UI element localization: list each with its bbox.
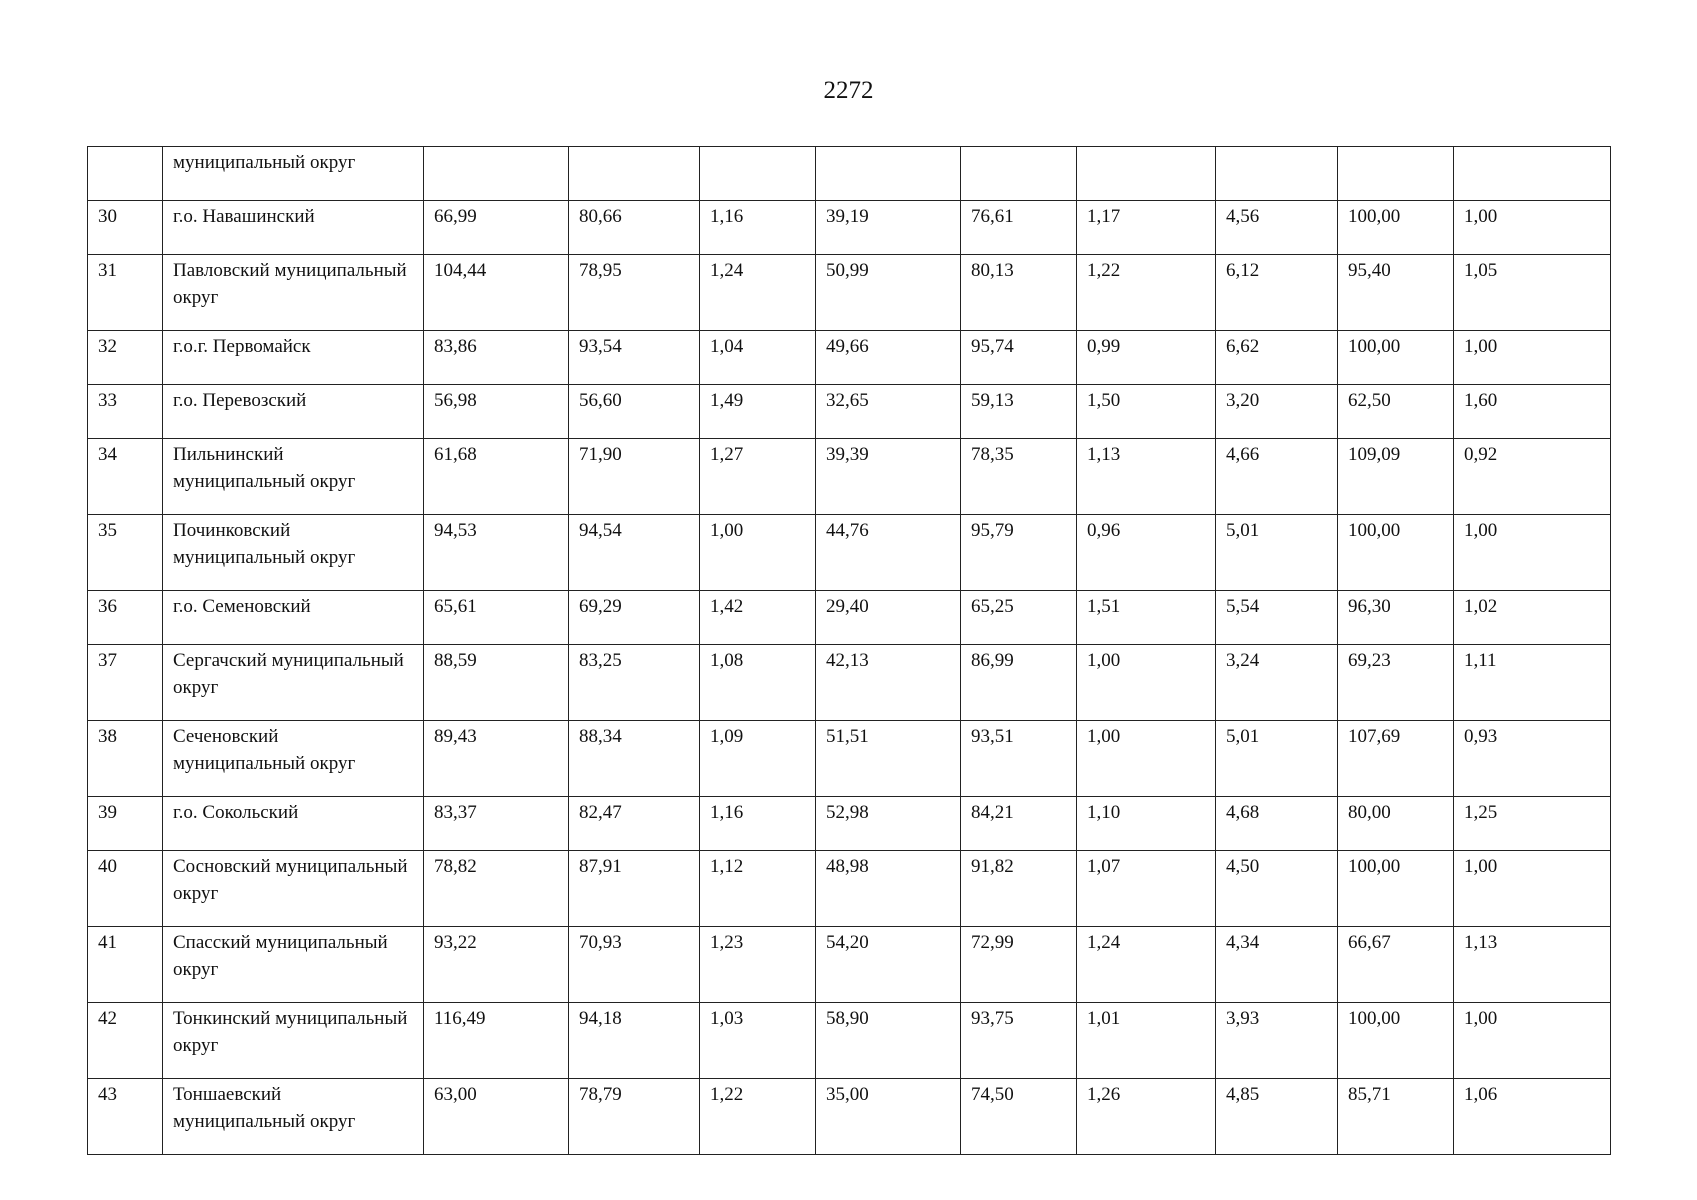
table-cell: 116,49	[424, 1003, 569, 1079]
table-cell: 39,19	[816, 201, 961, 255]
table-cell: 66,67	[1338, 927, 1454, 1003]
municipality-name: Тоншаевский муниципальный округ	[163, 1079, 424, 1155]
table-cell: 32,65	[816, 385, 961, 439]
row-number	[88, 147, 163, 201]
row-number: 40	[88, 851, 163, 927]
table-cell: 54,20	[816, 927, 961, 1003]
table-cell	[700, 147, 816, 201]
table-cell: 59,13	[961, 385, 1077, 439]
table-cell: 94,53	[424, 515, 569, 591]
table-cell: 93,51	[961, 721, 1077, 797]
table-cell: 94,54	[569, 515, 700, 591]
table-cell: 1,00	[1454, 331, 1611, 385]
table-cell: 1,05	[1454, 255, 1611, 331]
table-cell: 76,61	[961, 201, 1077, 255]
table-cell: 78,95	[569, 255, 700, 331]
table-cell: 0,99	[1077, 331, 1216, 385]
table-cell	[1077, 147, 1216, 201]
table-cell: 83,37	[424, 797, 569, 851]
row-number: 38	[88, 721, 163, 797]
table-row	[88, 201, 1611, 255]
table-cell: 5,01	[1216, 515, 1338, 591]
table-cell: 95,40	[1338, 255, 1454, 331]
table-row	[88, 255, 1611, 331]
table-cell: 3,24	[1216, 645, 1338, 721]
municipality-name: г.о. Навашинский	[163, 201, 424, 255]
table-cell: 50,99	[816, 255, 961, 331]
table-cell: 74,50	[961, 1079, 1077, 1155]
table-cell: 86,99	[961, 645, 1077, 721]
row-number: 31	[88, 255, 163, 331]
row-number: 36	[88, 591, 163, 645]
municipality-name: Сергачский муниципальный округ	[163, 645, 424, 721]
table-cell: 52,98	[816, 797, 961, 851]
table-cell: 49,66	[816, 331, 961, 385]
table-cell: 1,51	[1077, 591, 1216, 645]
table-cell: 65,61	[424, 591, 569, 645]
table-cell: 94,18	[569, 1003, 700, 1079]
row-number: 35	[88, 515, 163, 591]
table-cell: 35,00	[816, 1079, 961, 1155]
table-cell: 1,01	[1077, 1003, 1216, 1079]
table-cell: 3,20	[1216, 385, 1338, 439]
table-cell: 58,90	[816, 1003, 961, 1079]
table-cell: 1,08	[700, 645, 816, 721]
table-cell: 6,12	[1216, 255, 1338, 331]
table-cell: 1,11	[1454, 645, 1611, 721]
table-cell: 4,85	[1216, 1079, 1338, 1155]
table-cell: 1,25	[1454, 797, 1611, 851]
table-cell: 84,21	[961, 797, 1077, 851]
table-cell: 93,22	[424, 927, 569, 1003]
table-row	[88, 645, 1611, 721]
municipality-name: г.о. Семеновский	[163, 591, 424, 645]
table-cell: 4,50	[1216, 851, 1338, 927]
table-cell: 1,16	[700, 797, 816, 851]
table-cell: 1,22	[700, 1079, 816, 1155]
table-cell: 1,00	[1454, 1003, 1611, 1079]
row-number: 33	[88, 385, 163, 439]
table-cell: 96,30	[1338, 591, 1454, 645]
municipality-name: Починковский муниципальный округ	[163, 515, 424, 591]
table-cell: 100,00	[1338, 851, 1454, 927]
table-cell: 4,56	[1216, 201, 1338, 255]
data-table	[87, 146, 1611, 1155]
table-cell: 78,35	[961, 439, 1077, 515]
table-cell: 83,25	[569, 645, 700, 721]
table-row	[88, 1079, 1611, 1155]
table-row	[88, 331, 1611, 385]
table-cell: 1,60	[1454, 385, 1611, 439]
municipality-name: Пильнинский муниципальный округ	[163, 439, 424, 515]
table-row	[88, 1003, 1611, 1079]
table-cell: 4,66	[1216, 439, 1338, 515]
table-row	[88, 385, 1611, 439]
row-number: 41	[88, 927, 163, 1003]
table-cell: 56,98	[424, 385, 569, 439]
table-cell: 78,79	[569, 1079, 700, 1155]
table-cell: 5,01	[1216, 721, 1338, 797]
table-cell: 1,49	[700, 385, 816, 439]
table-cell: 70,93	[569, 927, 700, 1003]
table-cell: 1,00	[1454, 851, 1611, 927]
row-number: 32	[88, 331, 163, 385]
table-cell: 1,00	[1454, 201, 1611, 255]
municipality-name: г.о. Сокольский	[163, 797, 424, 851]
table-cell: 1,24	[1077, 927, 1216, 1003]
table-cell: 0,96	[1077, 515, 1216, 591]
table-cell: 1,00	[1077, 645, 1216, 721]
table-cell: 1,06	[1454, 1079, 1611, 1155]
table-cell: 42,13	[816, 645, 961, 721]
table-cell: 69,29	[569, 591, 700, 645]
municipality-name: г.о. Перевозский	[163, 385, 424, 439]
table-cell: 1,13	[1077, 439, 1216, 515]
table-cell: 1,16	[700, 201, 816, 255]
table-cell	[961, 147, 1077, 201]
table-cell: 48,98	[816, 851, 961, 927]
municipality-name: Сосновский муниципальный округ	[163, 851, 424, 927]
table-cell: 107,69	[1338, 721, 1454, 797]
municipality-name: муниципальный округ	[163, 147, 424, 201]
table-cell: 39,39	[816, 439, 961, 515]
table-cell: 1,27	[700, 439, 816, 515]
row-number: 34	[88, 439, 163, 515]
table-cell: 56,60	[569, 385, 700, 439]
table-cell: 1,50	[1077, 385, 1216, 439]
table-cell: 1,00	[700, 515, 816, 591]
table-cell: 1,02	[1454, 591, 1611, 645]
table-cell: 1,00	[1077, 721, 1216, 797]
table-row	[88, 515, 1611, 591]
table-cell: 93,54	[569, 331, 700, 385]
table-cell: 91,82	[961, 851, 1077, 927]
table-cell: 0,92	[1454, 439, 1611, 515]
municipality-name: г.о.г. Первомайск	[163, 331, 424, 385]
table-cell: 66,99	[424, 201, 569, 255]
table-cell: 1,03	[700, 1003, 816, 1079]
municipality-name: Павловский муниципальный округ	[163, 255, 424, 331]
table-row	[88, 927, 1611, 1003]
table-cell: 80,00	[1338, 797, 1454, 851]
table-cell: 71,90	[569, 439, 700, 515]
table-cell: 100,00	[1338, 515, 1454, 591]
table-cell: 88,59	[424, 645, 569, 721]
table-row	[88, 439, 1611, 515]
row-number: 43	[88, 1079, 163, 1155]
row-number: 37	[88, 645, 163, 721]
table-cell: 4,34	[1216, 927, 1338, 1003]
row-number: 39	[88, 797, 163, 851]
table-cell: 62,50	[1338, 385, 1454, 439]
table-cell: 100,00	[1338, 331, 1454, 385]
table-cell: 69,23	[1338, 645, 1454, 721]
table-cell: 1,12	[700, 851, 816, 927]
table-cell: 1,10	[1077, 797, 1216, 851]
table-cell: 104,44	[424, 255, 569, 331]
table-cell: 82,47	[569, 797, 700, 851]
table-cell: 95,74	[961, 331, 1077, 385]
table-cell	[1216, 147, 1338, 201]
table-cell: 1,22	[1077, 255, 1216, 331]
municipality-name: Сеченовский муниципальный округ	[163, 721, 424, 797]
table-row	[88, 591, 1611, 645]
table-cell: 44,76	[816, 515, 961, 591]
table-cell: 29,40	[816, 591, 961, 645]
table-cell: 80,13	[961, 255, 1077, 331]
table-cell: 100,00	[1338, 1003, 1454, 1079]
table-cell	[569, 147, 700, 201]
table-cell: 5,54	[1216, 591, 1338, 645]
table-cell	[424, 147, 569, 201]
table-cell: 3,93	[1216, 1003, 1338, 1079]
table-cell	[1338, 147, 1454, 201]
table-cell: 100,00	[1338, 201, 1454, 255]
page-number: 2272	[823, 77, 874, 104]
table-cell: 109,09	[1338, 439, 1454, 515]
table-cell: 1,24	[700, 255, 816, 331]
table-cell: 93,75	[961, 1003, 1077, 1079]
municipality-name: Спасский муниципальный округ	[163, 927, 424, 1003]
table-cell: 4,68	[1216, 797, 1338, 851]
table-cell: 95,79	[961, 515, 1077, 591]
table-cell: 1,23	[700, 927, 816, 1003]
table-cell: 88,34	[569, 721, 700, 797]
table-cell: 89,43	[424, 721, 569, 797]
table-cell: 1,07	[1077, 851, 1216, 927]
table-cell: 6,62	[1216, 331, 1338, 385]
row-number: 42	[88, 1003, 163, 1079]
table-cell: 78,82	[424, 851, 569, 927]
table-cell: 63,00	[424, 1079, 569, 1155]
table-row	[88, 797, 1611, 851]
table-cell: 1,04	[700, 331, 816, 385]
table-cell: 51,51	[816, 721, 961, 797]
table-cell: 1,09	[700, 721, 816, 797]
table-cell: 65,25	[961, 591, 1077, 645]
table-cell: 85,71	[1338, 1079, 1454, 1155]
table-cell: 1,26	[1077, 1079, 1216, 1155]
table-cell: 1,42	[700, 591, 816, 645]
table-cell	[816, 147, 961, 201]
row-number: 30	[88, 201, 163, 255]
table-cell: 1,00	[1454, 515, 1611, 591]
table-row	[88, 721, 1611, 797]
table-cell: 72,99	[961, 927, 1077, 1003]
table-cell: 1,13	[1454, 927, 1611, 1003]
table-cell: 80,66	[569, 201, 700, 255]
table-cell: 87,91	[569, 851, 700, 927]
table-cell: 1,17	[1077, 201, 1216, 255]
municipality-name: Тонкинский муниципальный округ	[163, 1003, 424, 1079]
table-row	[88, 851, 1611, 927]
table-cell: 0,93	[1454, 721, 1611, 797]
table-cell: 83,86	[424, 331, 569, 385]
table-cell	[1454, 147, 1611, 201]
table-row	[88, 147, 1611, 201]
table-cell: 61,68	[424, 439, 569, 515]
